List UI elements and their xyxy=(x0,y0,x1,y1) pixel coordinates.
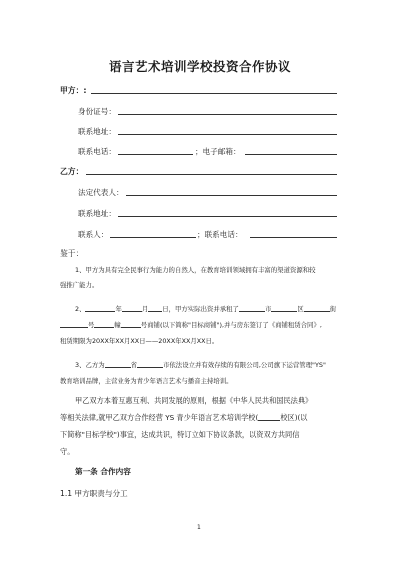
party-b-name-line xyxy=(86,174,337,175)
party-a-label: 甲方：: xyxy=(60,86,87,95)
agreement-line-2: 等相关法律,就甲乙双方合作经营 YS 青少年语言艺术培训学校( 校区)(以 xyxy=(60,413,308,422)
party-b-address-label: 联系地址： xyxy=(78,209,116,218)
party-a-id-line xyxy=(118,114,337,115)
clause-2-line-1: 2、 年 月 日，甲方实际出资并承租了 市 区 街 xyxy=(75,305,337,313)
document-title: 语言艺术培训学校投资合作协议 xyxy=(108,59,291,74)
subsection-1-1-heading: 1.1 甲方职责与分工 xyxy=(60,489,128,498)
party-a-address-label: 联系地址： xyxy=(78,127,116,136)
party-b-contact-label: 联系人： xyxy=(78,230,109,239)
party-b-phone-line xyxy=(250,237,337,238)
party-b-address-line xyxy=(118,216,337,217)
page-number: 1 xyxy=(197,524,201,531)
clause-2-line-3: 租赁期限为20XX年XX月XX日——20XX年XX月XX日。 xyxy=(60,337,219,345)
agreement-line-4: 守。 xyxy=(60,447,75,456)
party-a-email-label: ；电子邮箱： xyxy=(195,147,241,156)
party-a-name-line xyxy=(91,93,337,94)
party-b-phone-label: ；联系电话： xyxy=(197,230,243,239)
agreement-line-3: 下简称"目标学校")事宜，达成共识，特订立如下协议条款，以资双方共同信 xyxy=(60,430,300,439)
clause-1-line-1: 1、甲方为具有完全民事行为能力的自然人，在教育培训领域拥有丰富的渠道资源和较 xyxy=(75,266,316,274)
clause-3-line-1: 3、乙方为 省 市依法设立并有效存续的有限公司,公司旗下运营管理"YS" xyxy=(75,361,326,369)
clause-2-line-2: 号 幢 号商铺(以下简称"目标商铺"),并与房东签订了《商铺租赁合同》, xyxy=(60,321,322,329)
whereas-heading: 鉴于： xyxy=(60,249,84,258)
party-a-phone-line xyxy=(118,154,193,155)
party-a-email-line xyxy=(245,154,337,155)
party-b-contact-line xyxy=(110,237,196,238)
party-a-phone-label: 联系电话： xyxy=(78,147,116,156)
party-b-legal-rep-label: 法定代表人： xyxy=(78,188,124,197)
clause-1-line-2: 强推广能力。 xyxy=(60,281,99,289)
party-a-id-label: 身份证号： xyxy=(78,107,116,116)
section-1-heading: 第一条 合作内容 xyxy=(75,467,131,476)
agreement-line-1: 甲乙双方本着互惠互利、共同发展的原则，根据《中华人民共和国民法典》 xyxy=(75,396,313,405)
party-b-label: 乙方： xyxy=(60,167,84,176)
party-a-address-line xyxy=(118,134,337,135)
party-b-legal-rep-line xyxy=(126,195,337,196)
clause-3-line-2: 教育培训品牌，主营业务为青少年语言艺术与播音主持培训。 xyxy=(60,377,233,385)
